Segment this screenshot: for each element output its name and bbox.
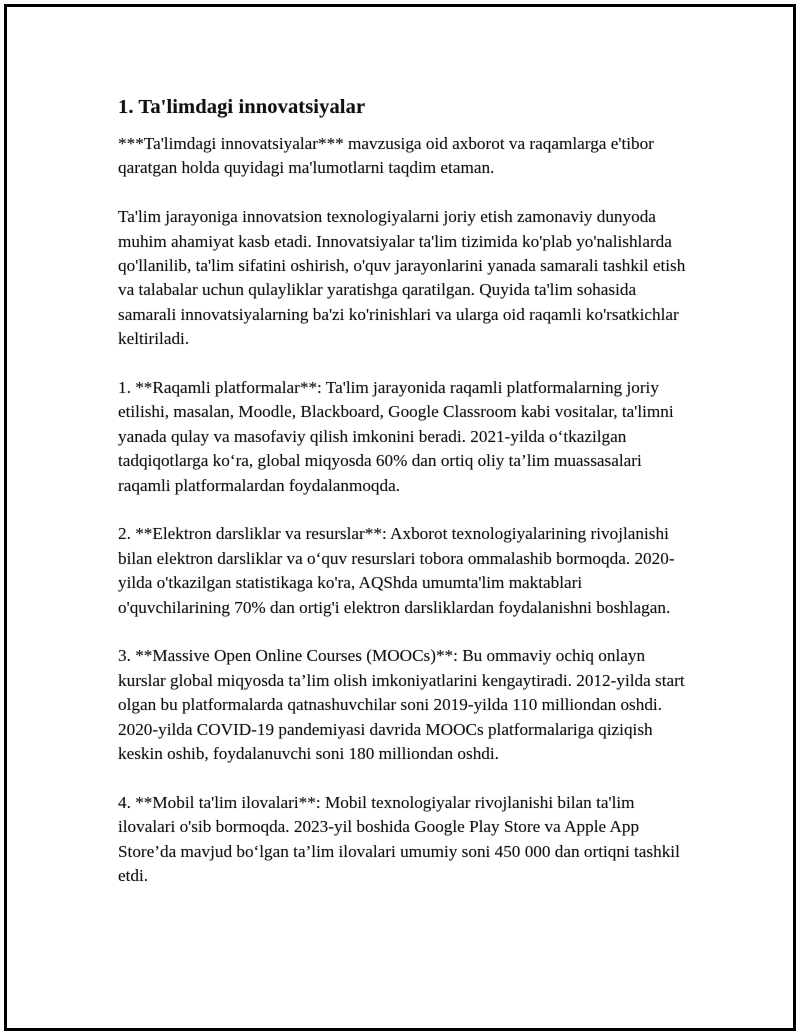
document-body (118, 94, 690, 913)
document-title: 1. Ta'limdagi innovatsiyalar (118, 96, 366, 118)
intro-paragraph: ***Ta'limdagi innovatsiyalar*** mavzusiga oid axborot va raqamlarga e'tibor qaratgan holda quyidagi ma'lumotlarni taqdim etaman. (118, 134, 654, 178)
moocs-paragraph: 3. **Massive Open Online Courses (MOOCs)**: Bu ommaviy ochiq onlayn kurslar global miqyosda ta’lim olish imkoniyatlarini kengaytiradi. 2012-yilda start olgan bu platformalarda qatnashuvchilar soni 2019-yilda 110 milliondan oshdi. 2020-yilda COVID-19 pandemiyasi davrida MOOCs platformalariga qiziqish keskin oshib, foydalanuvchi soni 180 milliondan oshdi. (118, 646, 685, 764)
electronic-textbooks-paragraph: 2. **Elektron darsliklar va resurslar**: Axborot texnologiyalarining rivojlanishi bilan elektron darsliklar va o‘quv resurslari tobora ommalashib bormoqda. 2020-yilda o'tkazilgan statistikaga ko'ra, AQShda umumta'lim maktablari o'quvchilarining 70% dan ortig'i elektron darsliklardan foydalanishni boshlagan. (118, 524, 675, 617)
digital-platforms-paragraph: 1. **Raqamli platformalar**: Ta'lim jarayonida raqamli platformalarning joriy etilishi, masalan, Moodle, Blackboard, Google Classroom kabi vositalar, ta'limni yanada qulay va masofaviy qilish imkonini beradi. 2021-yilda o‘tkazilgan tadqiqotlarga ko‘ra, global miqyosda 60% dan ortiq oliy ta’lim muassasalari raqamli platformalardan foydalanmoqda. (118, 378, 674, 495)
mobile-apps-paragraph: 4. **Mobil ta'lim ilovalari**: Mobil texnologiyalar rivojlanishi bilan ta'lim ilovalari o'sib bormoqda. 2023-yil boshida Google Play Store va Apple App Store’da mavjud bo‘lgan ta’lim ilovalari umumiy soni 450 000 dan ortiqni tashkil etdi. (118, 792, 680, 886)
overview-paragraph: Ta'lim jarayoniga innovatsion texnologiyalarni joriy etish zamonaviy dunyoda muhim ahamiyat kasb etadi. Innovatsiyalar ta'lim tizimida ko'plab yo'nalishlarda qo'llanilib, ta'lim sifatini oshirish, o'quv jarayonlarini yanada samarali tashkil etish va talabalar uchun qulayliklar yaratishga qaratilgan. Quyida ta'lim sohasida samarali innovatsiyalarning ba'zi ko'rinishlari va ularga oid raqamli ko'rsatkichlar keltiriladi. (118, 207, 686, 349)
